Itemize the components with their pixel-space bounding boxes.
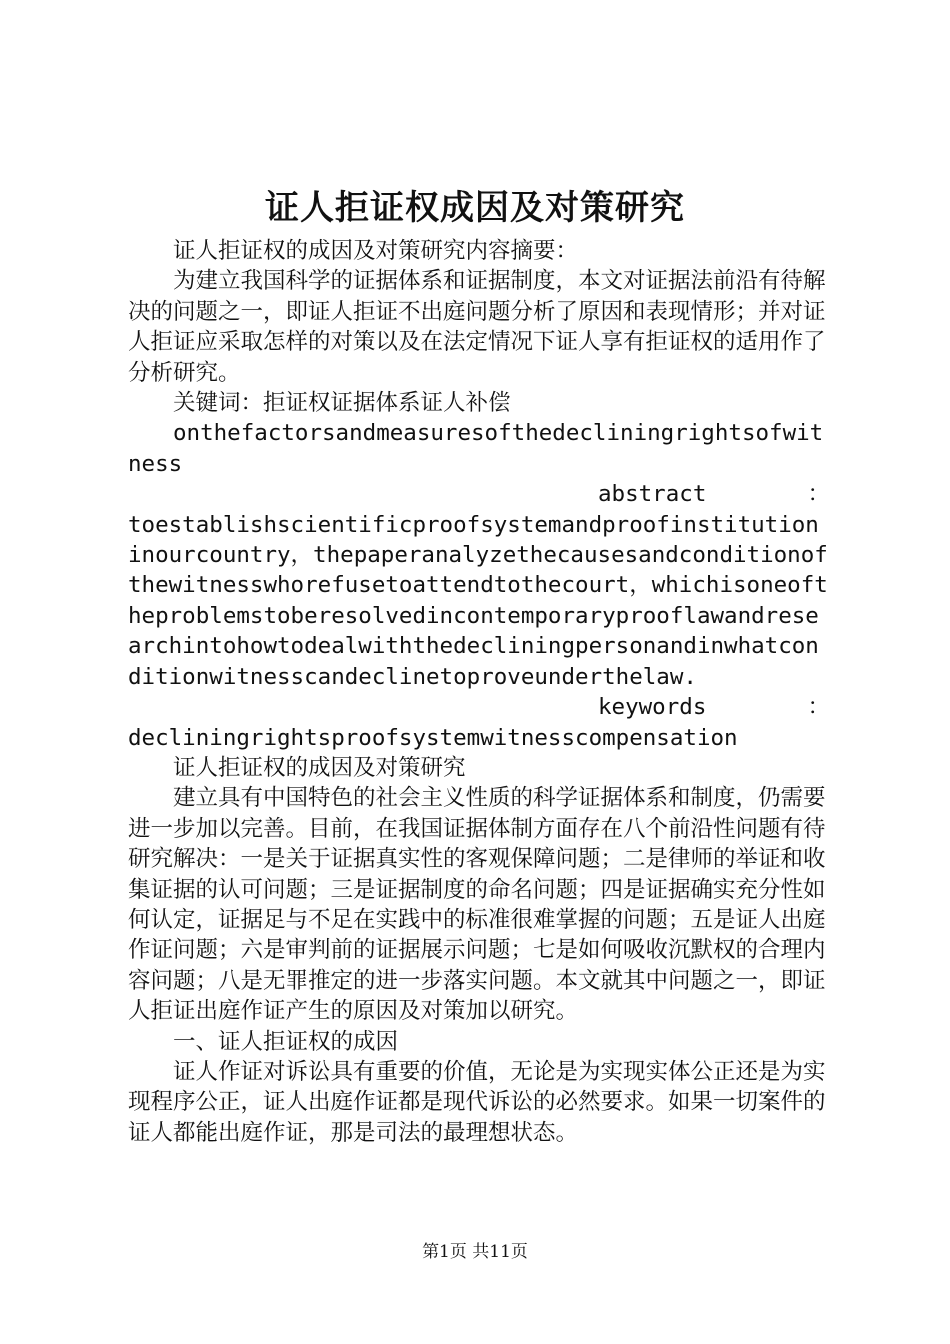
heading-1: 一、证人拒证权的成因 <box>173 1028 399 1055</box>
summary-paragraph: 为建立我国科学的证据体系和证据制度，本文对证据法前沿有待解决的问题之一，即证人拒证不出庭问题分析了原因和表现情形；并对证人拒证应采取怎样的对策以及在法定情况下证人享有拒证权的适用作了分析研究。 <box>128 268 826 386</box>
summary-heading: 证人拒证权的成因及对策研究内容摘要： <box>173 238 579 264</box>
abstract-colon: ： <box>807 481 830 508</box>
keywords-label-row <box>128 692 830 722</box>
keywords-label: keywords <box>598 694 707 721</box>
document-title: 证人拒证权成因及对策研究 <box>265 188 685 228</box>
abstract-text: toestablishscientificproofsystemandproofinstitutioninourcountry，thepaperanalyzethecausesandconditionofthewitnesswhorefusetoattendtothecourt，whichisoneoftheproblemstoberesolvedincontemporaryprooflawandresearchintohowtodealwiththedecliningpersonandinwhatconditionwitnesscandeclinetoproveunderthelaw. <box>128 511 828 690</box>
keywords-colon: ： <box>807 694 830 721</box>
body-paragraph-1: 证人作证对诉讼具有重要的价值，无论是为实现实体公正还是为实现程序公正，证人出庭作证都是现代诉讼的必然要求。如果一切案件的证人都能出庭作证，那是司法的最理想状态。 <box>128 1058 826 1146</box>
section-title: 证人拒证权的成因及对策研究 <box>173 754 466 781</box>
page-footer: 第1页 共11页 <box>422 1242 528 1262</box>
keywords-cn: 关键词：拒证权证据体系证人补偿 <box>173 390 511 417</box>
abstract-label: abstract <box>598 481 707 508</box>
intro-paragraph: 建立具有中国特色的社会主义性质的科学证据体系和制度，仍需要进一步加以完善。目前，在我国证据体制方面存在八个前沿性问题有待研究解决：一是关于证据真实性的客观保障问题；二是律师的举证和收集证据的认可问题；三是证据制度的命名问题；四是证据确实充分性如何认定，证据足与不足在实践中的标准很难掌握的问题；五是证人出庭作证问题；六是审判前的证据展示问题；七是如何吸收沉默权的合理内容问题；八是无罪推定的进一步落实问题。本文就其中问题之一，即证人拒证出庭作证产生的原因及对策加以研究。 <box>128 785 826 1025</box>
abstract-label-row <box>128 479 830 509</box>
english-title: onthefactorsandmeasuresofthedecliningrightsofwitness <box>128 420 824 477</box>
keywords-en: decliningrightsproofsystemwitnesscompensation <box>128 724 738 751</box>
document-body <box>128 236 830 1148</box>
